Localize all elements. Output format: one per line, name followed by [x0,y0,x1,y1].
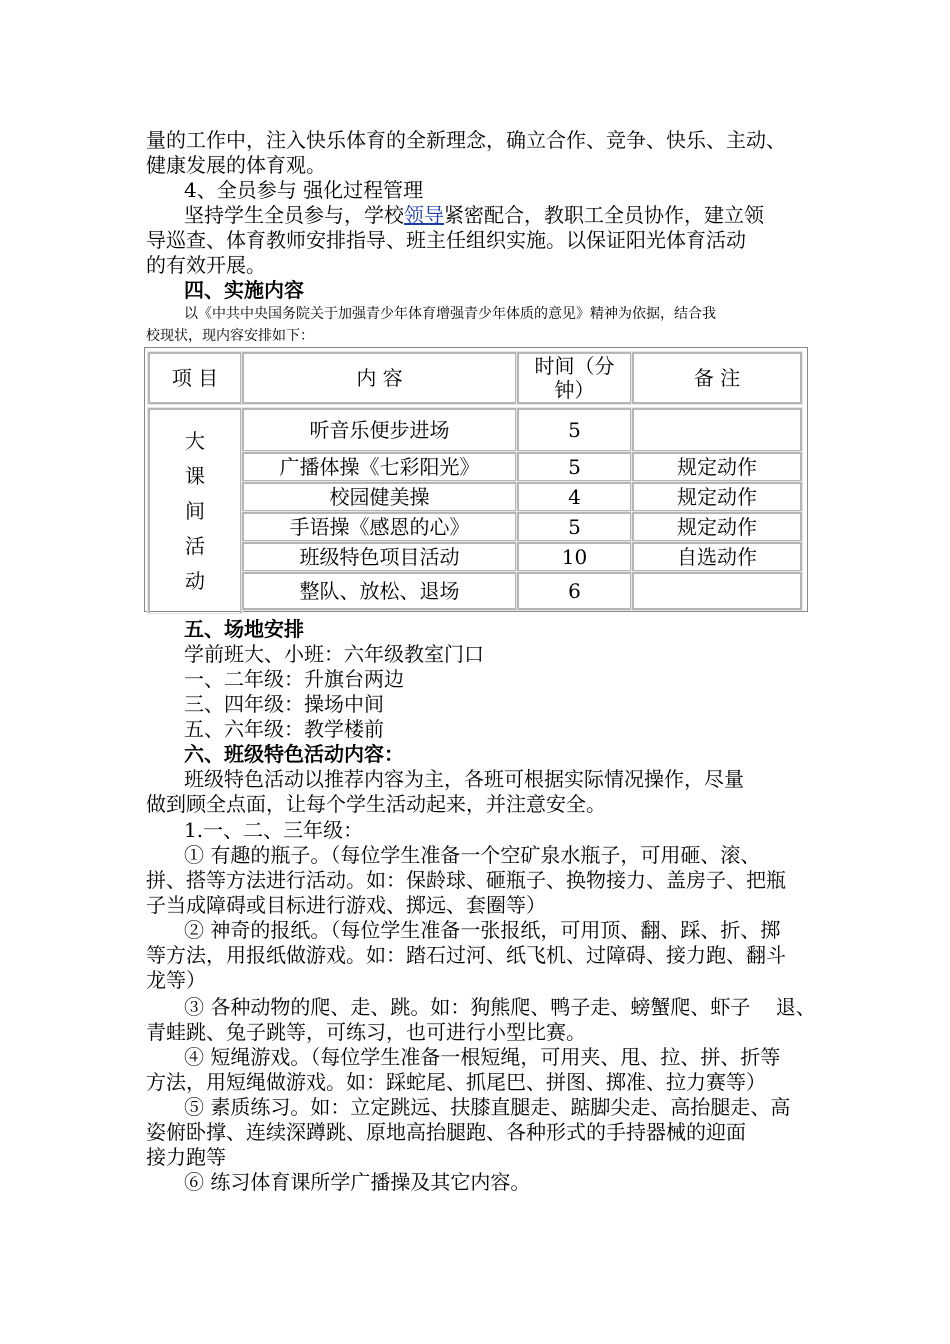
activity-line: ③ 各种动物的爬、走、跳。如：狗熊爬、鸭子走、螃蟹爬、虾子 退、 [184,995,816,1019]
section-heading: 四、实施内容 [184,278,304,302]
activity-table [144,347,808,612]
row-time: 5 [517,408,632,452]
paragraph-line: 做到顾全点面，让每个学生活动起来，并注意安全。 [146,792,606,816]
group-char: 大 [185,429,205,453]
row-note [632,572,802,610]
row-time: 6 [517,572,632,610]
activity-line: ② 神奇的报纸。（每位学生准备一张报纸，可用顶、翻、踩、折、掷 [184,918,781,942]
intro-line: 校现状，现内容安排如下： [146,328,314,344]
row-content: 班级特色项目活动 [242,542,517,572]
header-time-line: 时间（分 [534,354,615,378]
row-time: 5 [517,452,632,482]
text-span: 紧密配合，教职工全员协作，建立领 [444,203,764,227]
row-note: 规定动作 [632,452,802,482]
activity-line: 接力跑等 [146,1145,226,1169]
paragraph-line [184,203,810,227]
grade-heading: 1.一、二、三年级： [184,818,364,842]
header-item: 项 目 [148,352,242,404]
header-content: 内 容 [242,352,517,404]
row-note: 自选动作 [632,542,802,572]
group-cell [148,408,242,613]
group-char: 课 [185,464,205,488]
group-char: 间 [185,499,205,523]
row-note: 规定动作 [632,482,802,512]
activity-line: ① 有趣的瓶子。（每位学生准备一个空矿泉水瓶子，可用砸、滚、 [184,843,761,867]
paragraph-line: 量的工作中，注入快乐体育的全新理念，确立合作、竞争、快乐、主动、 [146,128,786,152]
item-heading: 4、全员参与 强化过程管理 [184,178,424,202]
row-content: 听音乐便步进场 [242,408,517,452]
venue-line: 五、六年级：教学楼前 [184,717,384,741]
activity-line: ④ 短绳游戏。（每位学生准备一根短绳，可用夹、甩、拉、拼、折等 [184,1045,781,1069]
activity-line: 子当成障碍或目标进行游戏、掷远、套圈等） [146,893,546,917]
activity-line: ⑤ 素质练习。如：立定跳远、扶膝直腿走、踮脚尖走、高抬腿走、高 [184,1095,791,1119]
activity-line: 方法，用短绳做游戏。如：踩蛇尾、抓尾巴、拼图、掷准、拉力赛等） [146,1070,766,1094]
paragraph-line: 健康发展的体育观。 [146,153,326,177]
paragraph-line: 班级特色活动以推荐内容为主，各班可根据实际情况操作，尽量 [184,767,744,791]
header-note: 备 注 [632,352,802,404]
activity-line: ⑥ 练习体育课所学广播操及其它内容。 [184,1170,531,1194]
paragraph-line: 导巡查、体育教师安排指导、班主任组织实施。以保证阳光体育活动 [146,228,746,252]
activity-line: 等方法，用报纸做游戏。如：踏石过河、纸飞机、过障碍、接力跑、翻斗 [146,943,786,967]
section-heading: 六、班级特色活动内容： [184,742,404,766]
row-time: 5 [517,512,632,542]
venue-line: 一、二年级：升旗台两边 [184,667,404,691]
activity-line: 拼、搭等方法进行活动。如：保龄球、砸瓶子、换物接力、盖房子、把瓶 [146,868,786,892]
row-content: 整队、放松、退场 [242,572,517,610]
header-time [517,352,632,404]
venue-line: 三、四年级：操场中间 [184,692,384,716]
activity-line: 姿俯卧撑、连续深蹲跳、原地高抬腿跑、各种形式的手持器械的迎面 [146,1120,746,1144]
section-heading: 五、场地安排 [184,617,304,641]
leader-link[interactable]: 领导 [404,203,444,227]
text-span: 坚持学生全员参与，学校 [184,203,404,227]
row-content: 校园健美操 [242,482,517,512]
venue-line: 学前班大、小班：六年级教室门口 [184,642,484,666]
paragraph-line: 的有效开展。 [146,253,266,277]
header-time-line: 钟） [554,378,595,402]
row-note [632,408,802,452]
row-time: 4 [517,482,632,512]
row-note: 规定动作 [632,512,802,542]
activity-line: 龙等） [146,968,206,992]
activity-line: 青蛙跳、兔子跳等，可练习，也可进行小型比赛。 [146,1020,586,1044]
group-char: 活 [185,534,205,558]
row-content: 广播体操《七彩阳光》 [242,452,517,482]
row-content: 手语操《感恩的心》 [242,512,517,542]
group-char: 动 [185,569,205,593]
intro-line: 以《中共中央国务院关于加强青少年体育增强青少年体质的意见》精神为依据，结合我 [184,306,716,322]
row-time: 10 [517,542,632,572]
